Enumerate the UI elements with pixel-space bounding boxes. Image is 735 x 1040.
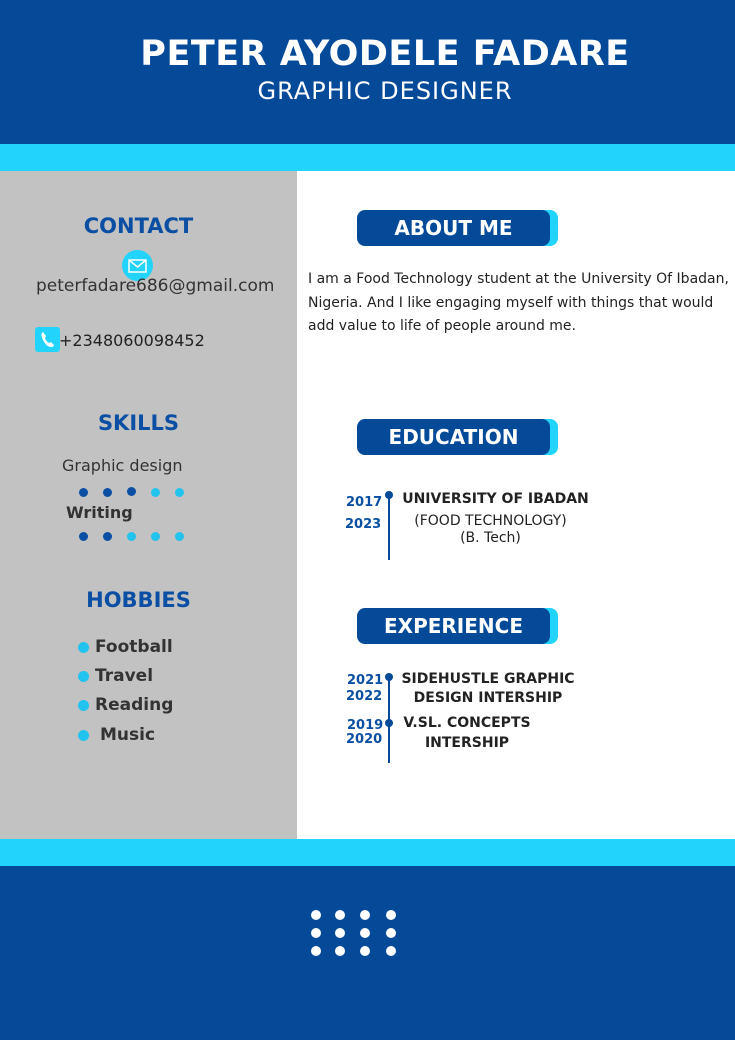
experience-heading-pill [357, 608, 557, 644]
experience-year-start: 2021 [347, 673, 384, 688]
experience-heading: EXPERIENCE [357, 608, 550, 644]
experience-title-line2: INTERSHIP [424, 735, 510, 751]
skill-rating-dot [175, 488, 184, 497]
bottom-accent-stripe [0, 839, 735, 866]
hobbies-heading: HOBBIES [86, 588, 191, 612]
education-degree: (B. Tech) [460, 530, 521, 546]
hobby-bullet [78, 671, 89, 682]
about-me-heading: ABOUT ME [357, 210, 550, 246]
skill-rating-dot [79, 488, 88, 497]
hobby-item: Football [95, 637, 173, 657]
header-band [0, 0, 735, 144]
person-name: PETER AYODELE FADARE [140, 34, 630, 74]
hobby-item: Reading [95, 695, 174, 715]
timeline-dot [385, 491, 393, 499]
hobby-item: Music [100, 725, 156, 745]
skill-rating-dot [127, 532, 136, 541]
experience-year-end: 2020 [346, 732, 383, 747]
footer-dot [335, 928, 345, 938]
experience-title-line2: DESIGN INTERSHIP [413, 690, 563, 706]
job-title: GRAPHIC DESIGNER [257, 77, 513, 105]
footer-dot [335, 946, 345, 956]
experience-year-end: 2022 [346, 689, 383, 704]
skill-rating-dot [79, 532, 88, 541]
footer-dot [335, 910, 345, 920]
footer-dot [386, 946, 396, 956]
timeline-dot [385, 673, 393, 681]
footer-dot [311, 910, 321, 920]
skill-rating-dot [103, 488, 112, 497]
timeline-dot [385, 719, 393, 727]
education-heading: EDUCATION [357, 419, 550, 455]
footer-dot [386, 928, 396, 938]
skill-label-writing: Writing [66, 503, 133, 522]
contact-heading: CONTACT [83, 214, 194, 238]
experience-title-line1: V.SL. CONCEPTS [403, 715, 531, 731]
hobby-item: Travel [95, 666, 154, 686]
hobby-bullet [78, 700, 89, 711]
skill-rating-dot [151, 532, 160, 541]
hobby-bullet [78, 730, 89, 741]
skill-rating-dot [151, 488, 160, 497]
skill-label-graphic-design: Graphic design [62, 456, 183, 475]
education-year-start: 2017 [346, 495, 383, 510]
skill-rating-dot [175, 532, 184, 541]
top-accent-stripe [0, 144, 735, 171]
footer-dot [311, 946, 321, 956]
education-timeline-line [388, 495, 390, 560]
education-school: UNIVERSITY OF IBADAN [402, 491, 589, 507]
education-year-end: 2023 [345, 517, 382, 532]
experience-title-line1: SIDEHUSTLE GRAPHIC [401, 671, 575, 687]
footer-dot [360, 946, 370, 956]
skills-heading: SKILLS [97, 411, 180, 435]
education-heading-pill [357, 419, 557, 455]
footer-dot [311, 928, 321, 938]
footer-dot [360, 910, 370, 920]
phone-icon [35, 327, 60, 352]
skill-rating-dot [103, 532, 112, 541]
about-me-text: I am a Food Technology student at the University Of Ibadan, Nigeria. And I like engaging myself with things that would add value to life of people around me. [308, 271, 729, 334]
footer-dot [386, 910, 396, 920]
education-course: (FOOD TECHNOLOGY) [414, 513, 567, 529]
experience-year-start: 2019 [347, 718, 384, 733]
footer-dot [360, 928, 370, 938]
phone-number[interactable]: +2348060098452 [59, 331, 205, 350]
about-me-heading-pill [357, 210, 557, 246]
skill-rating-dot [127, 487, 136, 496]
hobby-bullet [78, 642, 89, 653]
email-link[interactable]: peterfadare686@gmail.com [36, 276, 275, 296]
